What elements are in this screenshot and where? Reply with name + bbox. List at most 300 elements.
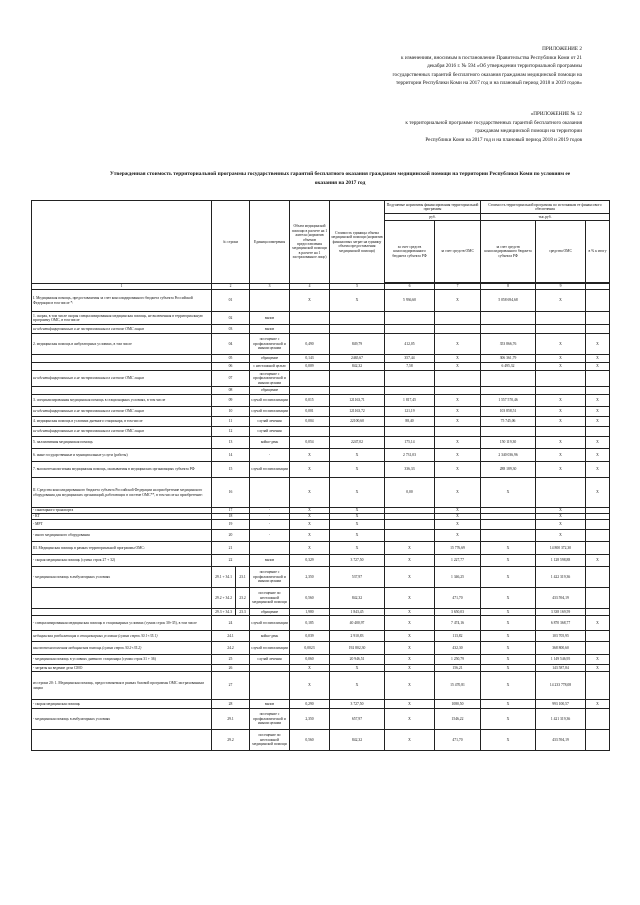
row-name: I. Медицинская помощь, предоставляемая за счет консолидированного бюджета субъекта Российской Федерации в том числе *: — [32, 290, 212, 312]
row-value-v6: X — [385, 665, 435, 672]
row-value-v5: X — [330, 530, 385, 542]
row-number: 29.1 — [212, 709, 250, 730]
row-value-v8: X — [481, 478, 536, 508]
row-value-v9 — [536, 312, 586, 325]
row-value-v4: 0,0023 — [290, 642, 330, 655]
row-name: 6. иные государственные и муниципальные услуги (работы) — [32, 449, 212, 462]
row-number: 15 — [212, 462, 250, 478]
row-unit — [250, 478, 290, 508]
row-value-v4: 0,290 — [290, 700, 330, 709]
row-number: 19 — [212, 520, 250, 530]
row-value-v9: X — [536, 355, 586, 363]
table-row — [32, 530, 610, 542]
row-value-v7: 15 470,81 — [435, 672, 481, 700]
column-number: 7 — [435, 284, 481, 290]
row-value-v10: X — [586, 616, 610, 631]
row-value-v7: X — [435, 478, 481, 508]
row-value-v6: X — [385, 588, 435, 609]
row-unit: посещение по неотложной медицинской помощи — [250, 730, 290, 751]
table-row — [32, 520, 610, 530]
row-unit: посещение с профилактической и иными целями — [250, 709, 290, 730]
row-value-v8: 288 189,30 — [481, 462, 536, 478]
row-value-v6 — [385, 427, 435, 437]
row-value-v6 — [385, 387, 435, 395]
row-unit: обращение — [250, 355, 290, 363]
row-value-v4: 0,143 — [290, 355, 330, 363]
row-value-v5: 2465,67 — [330, 355, 385, 363]
row-value-v10 — [586, 325, 610, 334]
row-value-v10: X — [586, 449, 610, 462]
row-number: 07 — [212, 371, 250, 387]
col-row-number-header: № строки — [212, 201, 250, 284]
table-row — [32, 417, 610, 427]
row-value-v9: 1 421 319,36 — [536, 709, 586, 730]
table-row — [32, 355, 610, 363]
row-value-v5 — [330, 371, 385, 387]
row-value-v7: X — [435, 508, 481, 514]
row-value-v8: 103 858,51 — [481, 407, 536, 417]
row-value-v7: X — [435, 407, 481, 417]
row-value-v8 — [481, 312, 536, 325]
row-unit: - — [250, 514, 290, 520]
row-value-v6: 121,19 — [385, 407, 435, 417]
row-value-v5: 537,97 — [330, 567, 385, 588]
row-value-v10 — [586, 520, 610, 530]
row-value-v5: 2 910,83 — [330, 631, 385, 642]
table-row — [32, 588, 610, 609]
row-value-v6: X — [385, 709, 435, 730]
row-name: 3. специализированная медицинская помощь в стационарных условиях, в том числе — [32, 395, 212, 407]
table-row — [32, 655, 610, 665]
row-name: не идентифицированным и не застрахованным в системе ОМС лицам — [32, 325, 212, 334]
row-value-v4: 0,001 — [290, 407, 330, 417]
row-name: не идентифицированным и не застрахованным в системе ОМС лицам — [32, 371, 212, 387]
row-value-v10: X — [586, 407, 610, 417]
row-unit — [250, 542, 290, 555]
column-number: 3 — [250, 284, 290, 290]
table-row — [32, 672, 610, 700]
row-unit: посещение с профилактической и иными целями — [250, 567, 290, 588]
row-value-v6: 175,14 — [385, 437, 435, 449]
row-value-v8 — [481, 530, 536, 542]
row-unit — [250, 290, 290, 312]
row-value-v8 — [481, 427, 536, 437]
row-value-v7: 1546,22 — [435, 709, 481, 730]
row-unit: вызов — [250, 325, 290, 334]
row-value-v8: X — [481, 616, 536, 631]
row-unit: обращение — [250, 387, 290, 395]
row-value-v5: 2247,02 — [330, 437, 385, 449]
row-value-v7: 1 227,77 — [435, 555, 481, 567]
row-value-v7 — [435, 312, 481, 325]
row-value-v6: X — [385, 642, 435, 655]
row-value-v9: X — [536, 334, 586, 355]
row-value-v9: X — [536, 462, 586, 478]
row-number: 27 — [212, 672, 250, 700]
row-value-v6 — [385, 520, 435, 530]
table-row — [32, 407, 610, 417]
row-value-v7 — [435, 325, 481, 334]
row-value-v10: X — [586, 395, 610, 407]
row-value-v7: 1080,50 — [435, 700, 481, 709]
row-value-v7: 1 250,79 — [435, 655, 481, 665]
header-line: ПРИЛОЖЕНИЕ 2 — [542, 46, 582, 52]
row-value-v5: 657,97 — [330, 709, 385, 730]
table-row — [32, 334, 610, 355]
row-value-v5: 849,79 — [330, 334, 385, 355]
column-number: 2 — [212, 284, 250, 290]
row-number: 01 — [212, 290, 250, 312]
row-value-v8: X — [481, 555, 536, 567]
header-line: государственных гарантий бесплатного оказания гражданам медицинской помощи на — [392, 71, 582, 78]
row-value-v10: X — [586, 700, 610, 709]
row-value-v10: X — [586, 665, 610, 672]
row-value-v5: 40 400,97 — [330, 616, 385, 631]
row-unit: случай лечения — [250, 427, 290, 437]
row-number: 23.1 — [236, 567, 250, 588]
row-value-v9: X — [536, 508, 586, 514]
row-unit: случай госпитализации — [250, 642, 290, 655]
header-line: гражданам медицинской помощи на территории — [475, 128, 582, 135]
row-unit: - — [250, 530, 290, 542]
row-value-v4: X — [290, 508, 330, 514]
row-value-v7: X — [435, 417, 481, 427]
table-row — [32, 437, 610, 449]
row-value-v8: 75 745,06 — [481, 417, 536, 427]
row-value-v6: X — [385, 616, 435, 631]
row-unit: койко-день — [250, 437, 290, 449]
row-source-lines: 29.3 + 34.3 — [212, 609, 236, 616]
row-value-v9: 368 800,60 — [536, 642, 586, 655]
row-value-v8 — [481, 520, 536, 530]
row-unit: случай госпитализации — [250, 395, 290, 407]
row-value-v6 — [385, 312, 435, 325]
row-unit: посещение по неотложной медицинской помощи — [250, 588, 290, 609]
table-row — [32, 290, 610, 312]
row-value-v5 — [330, 312, 385, 325]
row-value-v10: X — [586, 462, 610, 478]
row-value-v9: X — [536, 395, 586, 407]
row-value-v6: X — [385, 555, 435, 567]
row-number: 02 — [212, 312, 250, 325]
row-value-v7: 15 776,69 — [435, 542, 481, 555]
table-row — [32, 312, 610, 325]
row-value-v4: 0,560 — [290, 730, 330, 751]
row-value-v8: X — [481, 567, 536, 588]
row-value-v8: X — [481, 642, 536, 655]
row-name: - затраты на ведение дела СМО — [32, 665, 212, 672]
row-unit: случай госпитализации — [250, 616, 290, 631]
column-number: 8 — [481, 284, 536, 290]
row-value-v9: 103 705,95 — [536, 631, 586, 642]
appendix-header — [393, 45, 582, 88]
col-percent-header: в % к итогу — [586, 221, 610, 283]
row-value-v6 — [385, 530, 435, 542]
row-value-v8: 6 495,32 — [481, 363, 536, 371]
row-value-v8: 150 119,30 — [481, 437, 536, 449]
column-number: 9 — [536, 284, 586, 290]
row-name: 4. медицинская помощь в условиях дневного стационара, в том числе — [32, 417, 212, 427]
row-number: 23.2 — [236, 588, 250, 609]
row-source-lines: 29.1 + 34.1 — [212, 567, 236, 588]
row-unit: - — [250, 449, 290, 462]
row-unit: посещение с профилактической и иными целями — [250, 371, 290, 387]
row-unit: случай госпитализации — [250, 407, 290, 417]
table-row — [32, 709, 610, 730]
row-value-v5: 20 946,51 — [330, 655, 385, 665]
row-value-v10: X — [586, 478, 610, 508]
row-value-v10: X — [586, 355, 610, 363]
row-value-v6: X — [385, 567, 435, 588]
row-value-v6: X — [385, 631, 435, 642]
col-unit-cost-header: Стоимость единицы объема медицинской помощи (норматив финансовых затрат на единицу объема предоставления медицинской помощи) — [330, 201, 385, 284]
row-value-v9 — [536, 427, 586, 437]
row-value-v6: 88,40 — [385, 417, 435, 427]
table-row — [32, 395, 610, 407]
row-value-v5: 3 727,50 — [330, 555, 385, 567]
thousand-rub-header: тыс.руб. — [481, 214, 610, 221]
row-value-v8: 1 557 570,46 — [481, 395, 536, 407]
table-row — [32, 555, 610, 567]
row-value-v5: 1 843,45 — [330, 609, 385, 616]
row-value-v7: 432,30 — [435, 642, 481, 655]
row-unit: с неотложной целью — [250, 363, 290, 371]
row-value-v4: 0,015 — [290, 395, 330, 407]
row-value-v6 — [385, 325, 435, 334]
table-row — [32, 642, 610, 655]
row-name: из строки 20: 1. Медицинская помощь, предоставляемая в рамках базовой программы ОМС застрахованным лицам — [32, 672, 212, 700]
col-budget-percap-header: за счет средств консолидированного бюджета субъекта РФ — [385, 221, 435, 283]
row-value-v5: X — [330, 462, 385, 478]
row-value-v4: 0,054 — [290, 437, 330, 449]
row-number: 29.2 — [212, 730, 250, 751]
row-number: 05 — [212, 355, 250, 363]
row-value-v7: X — [435, 363, 481, 371]
row-value-v6: 336,33 — [385, 462, 435, 478]
row-value-v4: 0,060 — [290, 655, 330, 665]
row-value-v7: X — [435, 514, 481, 520]
row-name: III. Медицинская помощь в рамках территориальной программы ОМС: — [32, 542, 212, 555]
row-value-v6: 7,58 — [385, 363, 435, 371]
row-value-v5: X — [330, 520, 385, 530]
row-name: медицинская реабилитация в стационарных условиях (сумма строк 30.1+35.1) — [32, 631, 212, 642]
row-unit: вызов — [250, 700, 290, 709]
row-value-v9: 1 128 598,88 — [536, 555, 586, 567]
row-value-v6: 5 936,60 — [385, 290, 435, 312]
col-oms-cost-header: средства ОМС — [536, 221, 586, 283]
row-name — [32, 363, 212, 371]
row-value-v5: 3 727,50 — [330, 700, 385, 709]
row-name: высокотехнологичная медицинская помощь (сумма строк 30.2+35.2) — [32, 642, 212, 655]
row-unit — [250, 672, 290, 700]
row-name: не идентифицированным и не застрахованным в системе ОМС лицам — [32, 407, 212, 417]
row-value-v6: X — [385, 700, 435, 709]
table-row — [32, 371, 610, 387]
row-value-v9: X — [536, 363, 586, 371]
table-row — [32, 631, 610, 642]
row-value-v6: X — [385, 609, 435, 616]
table-row — [32, 427, 610, 437]
row-value-v10: X — [586, 417, 610, 427]
row-value-v7: X — [435, 355, 481, 363]
row-number: 14 — [212, 449, 250, 462]
row-value-v5 — [330, 427, 385, 437]
table-row — [32, 730, 610, 751]
row-value-v5: X — [330, 290, 385, 312]
row-value-v6: 1 817,45 — [385, 395, 435, 407]
row-value-v8: 306 361,79 — [481, 355, 536, 363]
row-name: - специализированная медицинская помощь в стационарных условиях (сумма строк 30+35), в том числе — [32, 616, 212, 631]
row-value-v7: X — [435, 395, 481, 407]
row-value-v4: X — [290, 290, 330, 312]
program-cost-group-header: Стоимость территориальной программы по источникам ее финансового обеспечения — [481, 201, 610, 214]
table-row — [32, 325, 610, 334]
row-value-v5 — [330, 387, 385, 395]
row-value-v4 — [290, 387, 330, 395]
row-value-v5: 842,32 — [330, 730, 385, 751]
table-row — [32, 478, 610, 508]
row-value-v4: X — [290, 542, 330, 555]
row-value-v5 — [330, 325, 385, 334]
table-row — [32, 542, 610, 555]
row-number: 21 — [212, 542, 250, 555]
row-value-v4: 2,350 — [290, 709, 330, 730]
row-value-v7: X — [435, 530, 481, 542]
row-value-v9: X — [536, 449, 586, 462]
row-number: 22 — [212, 555, 250, 567]
row-name — [32, 609, 212, 616]
row-value-v4: 0,329 — [290, 555, 330, 567]
per-capita-group-header: Подушевые нормативы финансирования территориальной программы — [385, 201, 481, 214]
row-value-v8 — [481, 387, 536, 395]
row-value-v4: 0,490 — [290, 334, 330, 355]
row-value-v5: X — [330, 478, 385, 508]
row-value-v4 — [290, 427, 330, 437]
row-number: 25 — [212, 655, 250, 665]
col-volume-header: Объем медицинской помощи в расчете на 1 жителя (норматив объемов предоставления медицинской помощи в расчете на 1 застрахованное лицо) — [290, 201, 330, 284]
row-value-v4: X — [290, 672, 330, 700]
row-name: 1. скорая, в том числе скорая специализированная медицинская помощь, не включенная в территориальную программу ОМС, в том числе — [32, 312, 212, 325]
row-value-v10: X — [586, 363, 610, 371]
row-value-v4: 0,560 — [290, 588, 330, 609]
row-name: - МРТ — [32, 520, 212, 530]
row-value-v5: 121163,71 — [330, 395, 385, 407]
table-row — [32, 665, 610, 672]
row-value-v7: 7 474,16 — [435, 616, 481, 631]
row-value-v10 — [586, 642, 610, 655]
column-number: 6 — [385, 284, 435, 290]
row-name: 2. медицинская помощь в амбулаторных условиях, в том числе — [32, 334, 212, 355]
row-number: 24.2 — [212, 642, 250, 655]
row-value-v7: X — [435, 290, 481, 312]
row-value-v9: X — [536, 290, 586, 312]
row-name: - санитарного транспорта — [32, 508, 212, 514]
row-name: - медицинская помощь в амбулаторных условиях — [32, 567, 212, 588]
row-name: - иного медицинского оборудования — [32, 530, 212, 542]
col-name-header — [32, 201, 212, 284]
row-unit — [250, 665, 290, 672]
row-value-v10: X — [586, 555, 610, 567]
row-value-v6: 0,00 — [385, 478, 435, 508]
row-value-v10 — [586, 542, 610, 555]
row-unit: случай лечения — [250, 417, 290, 427]
row-number: 26 — [212, 665, 250, 672]
row-name — [32, 588, 212, 609]
row-value-v10 — [586, 609, 610, 616]
table-row — [32, 567, 610, 588]
row-value-v5: X — [330, 449, 385, 462]
row-number: 03 — [212, 325, 250, 334]
row-number: 06 — [212, 363, 250, 371]
row-value-v4: 1,980 — [290, 609, 330, 616]
row-unit: случай лечения — [250, 655, 290, 665]
row-value-v10: X — [586, 334, 610, 355]
row-name: 7. высокотехнологичная медицинская помощь, оказываемая в медицинских организациях субъекта РФ — [32, 462, 212, 478]
row-name: - скорая медицинская помощь — [32, 700, 212, 709]
row-value-v8: X — [481, 609, 536, 616]
row-value-v8: X — [481, 631, 536, 642]
row-number: 20 — [212, 530, 250, 542]
row-value-v7: X — [435, 462, 481, 478]
row-value-v4: X — [290, 520, 330, 530]
row-value-v7: 156,21 — [435, 665, 481, 672]
row-unit: - — [250, 508, 290, 514]
row-value-v9: X — [536, 417, 586, 427]
row-name: - медицинская помощь в условиях дневного стационара (сумма строк 31 + 36) — [32, 655, 212, 665]
row-value-v10 — [586, 371, 610, 387]
table-row — [32, 387, 610, 395]
row-value-v4: X — [290, 530, 330, 542]
row-value-v4: X — [290, 462, 330, 478]
row-value-v9 — [536, 387, 586, 395]
row-value-v9: X — [536, 514, 586, 520]
row-name — [32, 355, 212, 363]
row-value-v9: 1 422 319,36 — [536, 567, 586, 588]
row-number: 24.1 — [212, 631, 250, 642]
table-row — [32, 462, 610, 478]
column-number: 4 — [290, 284, 330, 290]
row-unit: вызов — [250, 312, 290, 325]
row-value-v4: 0,039 — [290, 631, 330, 642]
row-value-v4: X — [290, 514, 330, 520]
col-oms-percap-header: за счет средств ОМС — [435, 221, 481, 283]
row-number: 23.3 — [236, 609, 250, 616]
header-line: декабря 2016 г. № 594 «Об утверждении территориальной программы — [427, 63, 582, 70]
row-name: - КТ — [32, 514, 212, 520]
row-value-v5: 842,32 — [330, 363, 385, 371]
row-value-v9: 993 100,57 — [536, 700, 586, 709]
table-row — [32, 700, 610, 709]
row-unit: случай госпитализации — [250, 462, 290, 478]
row-name: 5. паллиативная медицинская помощь — [32, 437, 212, 449]
row-value-v8: X — [481, 665, 536, 672]
row-value-v9: X — [536, 407, 586, 417]
row-value-v5: X — [330, 514, 385, 520]
header-line: к изменениям, вносимым в постановление Правительства Республики Коми от 21 — [401, 54, 582, 61]
row-value-v10 — [586, 730, 610, 751]
header-line: «ПРИЛОЖЕНИЕ № 12 — [530, 111, 582, 117]
header-line: к территориальной программе государственных гарантий бесплатного оказания — [405, 119, 582, 126]
row-unit: обращение — [250, 609, 290, 616]
row-value-v7: X — [435, 449, 481, 462]
row-value-v8: 5 058 694,68 — [481, 290, 536, 312]
row-value-v5: X — [330, 665, 385, 672]
row-value-v5: 22100,60 — [330, 417, 385, 427]
row-value-v4 — [290, 371, 330, 387]
row-name: - медицинская помощь в амбулаторных условиях — [32, 709, 212, 730]
row-value-v4: X — [290, 665, 330, 672]
row-value-v4: 0,185 — [290, 616, 330, 631]
